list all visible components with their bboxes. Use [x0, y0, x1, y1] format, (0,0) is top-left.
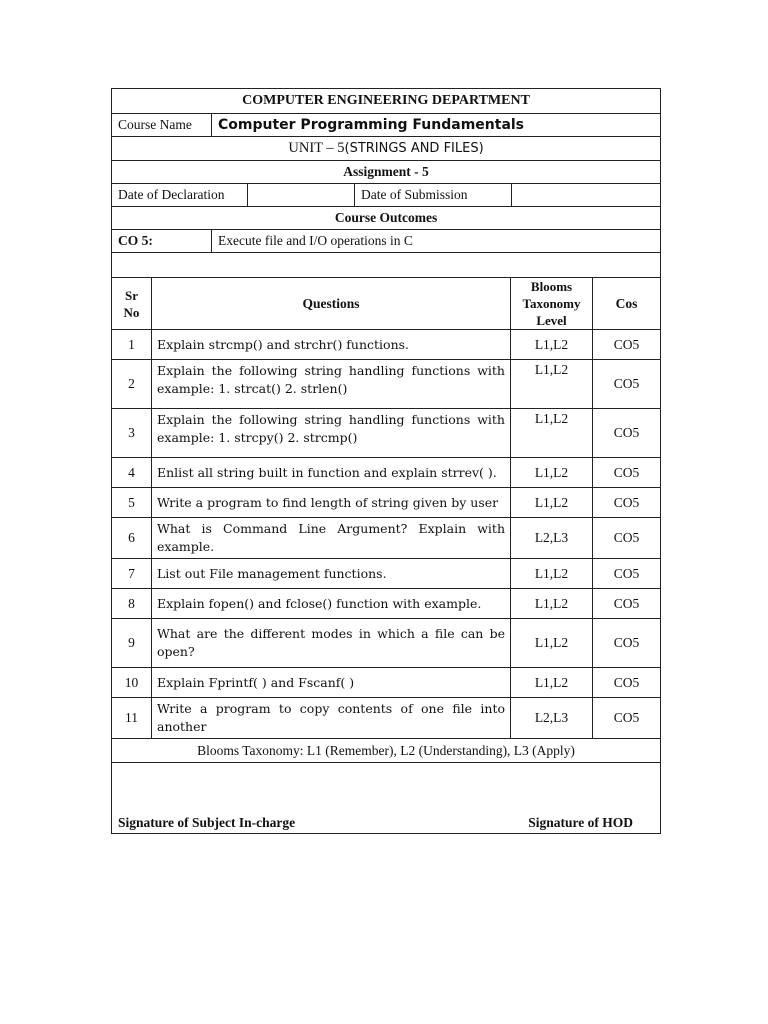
- question-row: [112, 488, 661, 518]
- question-co: CO5: [593, 589, 661, 619]
- question-text: Explain strcmp() and strchr() functions.: [152, 330, 511, 360]
- question-sr-no: 5: [112, 488, 152, 518]
- question-sr-no: 10: [112, 668, 152, 698]
- question-text: Explain fopen() and fclose() function with example.: [152, 589, 511, 619]
- question-co: CO5: [593, 458, 661, 488]
- question-blooms-level: L1,L2: [511, 330, 593, 360]
- question-blooms-level: L1,L2: [511, 668, 593, 698]
- course-outcomes-heading-row: [112, 207, 661, 230]
- question-row: [112, 330, 661, 360]
- question-text: Explain Fprintf( ) and Fscanf( ): [152, 668, 511, 698]
- question-row: [112, 518, 661, 559]
- legend-row: [112, 739, 661, 763]
- question-blooms-level: L1,L2: [511, 619, 593, 668]
- submission-value: [512, 184, 661, 207]
- question-blooms-level: L2,L3: [511, 518, 593, 559]
- department-row: [112, 89, 661, 114]
- question-co: CO5: [593, 559, 661, 589]
- question-blooms-level: L1,L2: [511, 488, 593, 518]
- declaration-value: [248, 184, 355, 207]
- header-table: [111, 88, 661, 278]
- question-row: [112, 698, 661, 739]
- unit-suffix: (STRINGS AND FILES): [344, 141, 484, 156]
- question-sr-no: 1: [112, 330, 152, 360]
- course-name-value: Computer Programming Fundamentals: [212, 114, 661, 137]
- question-co: CO5: [593, 330, 661, 360]
- blooms-header: Blooms Taxonomy Level: [511, 278, 593, 330]
- questions-header: Questions: [152, 278, 511, 330]
- question-sr-no: 2: [112, 360, 152, 409]
- hod-signature: Signature of HOD: [528, 815, 633, 830]
- question-row: [112, 559, 661, 589]
- question-sr-no: 3: [112, 409, 152, 458]
- question-text: What are the different modes in which a file can be open?: [152, 619, 511, 668]
- question-text: List out File management functions.: [152, 559, 511, 589]
- question-sr-no: 11: [112, 698, 152, 739]
- question-co: CO5: [593, 518, 661, 559]
- question-blooms-level: L1,L2: [511, 360, 593, 409]
- co-text: Execute file and I/O operations in C: [212, 230, 661, 253]
- question-text: Explain the following string handling functions with example: 1. strcat() 2. strlen(): [152, 360, 511, 409]
- assignment-title: Assignment - 5: [112, 161, 661, 184]
- question-blooms-level: L1,L2: [511, 458, 593, 488]
- question-row: [112, 589, 661, 619]
- question-co: CO5: [593, 698, 661, 739]
- assignment-sheet: [111, 88, 660, 834]
- question-sr-no: 8: [112, 589, 152, 619]
- question-blooms-level: L1,L2: [511, 559, 593, 589]
- assignment-row: [112, 161, 661, 184]
- cos-header: Cos: [593, 278, 661, 330]
- course-name-label: Course Name: [112, 114, 212, 137]
- spacer-cell: [112, 253, 661, 278]
- question-co: CO5: [593, 360, 661, 409]
- questions-body: [112, 330, 661, 739]
- course-outcomes-heading: Course Outcomes: [112, 207, 661, 230]
- question-row: [112, 409, 661, 458]
- question-blooms-level: L1,L2: [511, 409, 593, 458]
- question-row: [112, 668, 661, 698]
- signature-row: [112, 763, 661, 834]
- question-text: Write a program to copy contents of one file into another: [152, 698, 511, 739]
- department-title: COMPUTER ENGINEERING DEPARTMENT: [112, 89, 661, 114]
- unit-title: [112, 137, 661, 161]
- subject-incharge-signature: Signature of Subject In-charge: [118, 815, 296, 830]
- question-text: What is Command Line Argument? Explain with example.: [152, 518, 511, 559]
- question-text: Explain the following string handling functions with example: 1. strcpy() 2. strcmp(): [152, 409, 511, 458]
- unit-row: [112, 137, 661, 161]
- question-co: CO5: [593, 668, 661, 698]
- question-blooms-level: L2,L3: [511, 698, 593, 739]
- question-co: CO5: [593, 488, 661, 518]
- unit-prefix: UNIT – 5: [288, 140, 345, 156]
- question-blooms-level: L1,L2: [511, 589, 593, 619]
- question-sr-no: 6: [112, 518, 152, 559]
- question-sr-no: 9: [112, 619, 152, 668]
- question-text: Enlist all string built in function and explain strrev( ).: [152, 458, 511, 488]
- question-co: CO5: [593, 619, 661, 668]
- question-sr-no: 4: [112, 458, 152, 488]
- blooms-legend: Blooms Taxonomy: L1 (Remember), L2 (Understanding), L3 (Apply): [112, 739, 661, 763]
- question-row: [112, 360, 661, 409]
- co-row: [112, 230, 661, 253]
- declaration-label: Date of Declaration: [112, 184, 248, 207]
- question-text: Write a program to find length of string given by user: [152, 488, 511, 518]
- question-row: [112, 619, 661, 668]
- sr-no-header: Sr No: [112, 278, 152, 330]
- question-co: CO5: [593, 409, 661, 458]
- questions-table: [111, 277, 661, 834]
- dates-row: [112, 184, 661, 207]
- spacer-row: [112, 253, 661, 278]
- questions-header-row: [112, 278, 661, 330]
- submission-label: Date of Submission: [355, 184, 512, 207]
- question-sr-no: 7: [112, 559, 152, 589]
- course-row: [112, 114, 661, 137]
- signature-cell: [112, 763, 661, 834]
- co-code: CO 5:: [112, 230, 212, 253]
- question-row: [112, 458, 661, 488]
